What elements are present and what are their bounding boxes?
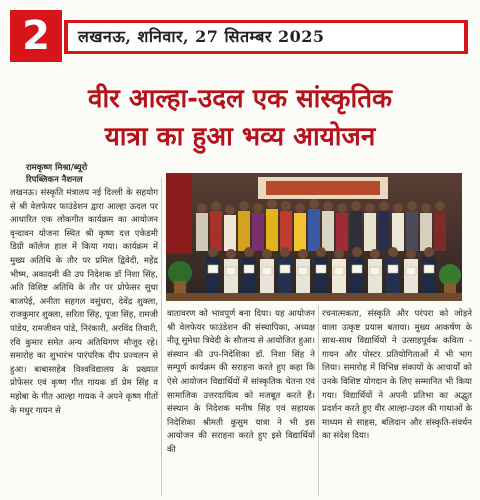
article-column-1: लखनऊ। संस्कृति मंत्रालय नई दिल्ली के सहयोग से श्री वेलफेयर फाउंडेशन द्वारा आल्हा ऊदल पर आधारित एक लोकगीत कार्यक्रम का आयोजन वृन्दावन योजना स्थित श्री कृष्ण दत्त एकेडमी डिग्री कॉलेज हाल में किया गया। कार्यक्रम में मुख्य अतिथि के तौर पर प्रमिल द्विवेदी, महेंद्र भीष्म, अकादमी की उप निदेशक डॉ निशा सिंह, अति विशिष्ट अतिथि के तौर पर प्रोफेसर सुधा बाजपेई, अनीता सहगल वसुंधरा, देवेंद्र शुक्ला, राजकुमार शुक्ला, सरिता सिंह, पूजा सिंह, रामजी पांडेय, रामजीवन पांडे, निरंकारी, अरविंद तिवारी, रवि कुमार समेत अन्य अतिथिगण मौजूद रहे। समारोह का शुभारंभ पारंपरिक दीप प्रज्वलन से हुआ। बाबासाहेब विश्वविद्यालय के प्रख्यात प्रोफेसर एवं कृष्ण गीत गायक डॉ प्रेम सिंह व महोबा के गीत आल्हा गायक ने अपने कृष्ण गीतों के मधुर गायन से xyxy=(10,188,158,416)
headline-line-2: यात्रा का हुआ भव्य आयोजन xyxy=(104,122,376,152)
dateline-bar xyxy=(64,20,468,54)
page-number-badge: 2 xyxy=(10,10,62,62)
headline xyxy=(8,80,472,156)
group-photo-illustration xyxy=(166,173,462,301)
article-column-2: वातावरण को भावपूर्ण बना दिया। यह आयोजन श्री वेलफेयर फाउंडेशन की संस्थापिका, अध्यक्ष नीतू सुमेधा त्रिवेदी के सौजन्य से आयोजित हुआ। संस्थान की उप-निदेशिका डॉ. निशा सिंह ने सम्पूर्ण कार्यक्रम की सराहना करते हुए कहा कि ऐसे आयोजन विद्यार्थियों में सांस्कृतिक चेतना एवं सामाजिक उत्तरदायित्व को मजबूत करते हैं। संस्थान के निदेशक मनीष सिंह एवं सहायक निदेशिका श्रीमती कुसुम यात्रा ने भी इस आयोजन की सराहना करते हुए इसे विद्यार्थियों की xyxy=(167,309,315,455)
headline-line-1: वीर आल्हा-उदल एक सांस्कृतिक xyxy=(87,84,393,114)
byline xyxy=(26,162,166,186)
byline-source: रिपब्लिकन नैशनल xyxy=(26,175,83,185)
byline-author: रामकृष्ण मिश्रा/ब्यूरो xyxy=(26,163,88,173)
page-header xyxy=(4,6,476,62)
column-divider-1 xyxy=(161,178,162,496)
group-photo-image xyxy=(166,173,462,301)
column-divider-2 xyxy=(318,306,319,496)
dateline-text: लखनऊ, शनिवार, 27 सितम्बर 2025 xyxy=(68,23,464,51)
article-column-3: रचनात्मकता, संस्कृति और परंपरा को जोड़ने वाला उत्कृष्ट प्रयास बताया। मुख्य आकर्षण के साथ-साथ विद्यार्थियों ने उत्साहपूर्वक कविता - गायन और पोस्टर प्रतियोगिताओं में भी भाग लिया। समारोह में विभिन्न संकायों के आचार्यों को उनके विशिष्ट योगदान के लिए सम्मानित भी किया गया। विद्यार्थियों ने अपनी प्रतिभा का अद्भुत प्रदर्शन करते हुए वीर आल्हा-उदल की गाथाओं के माध्यम से साहस, बलिदान और संस्कृति-संवर्धन का संदेश दिया। xyxy=(322,309,472,442)
